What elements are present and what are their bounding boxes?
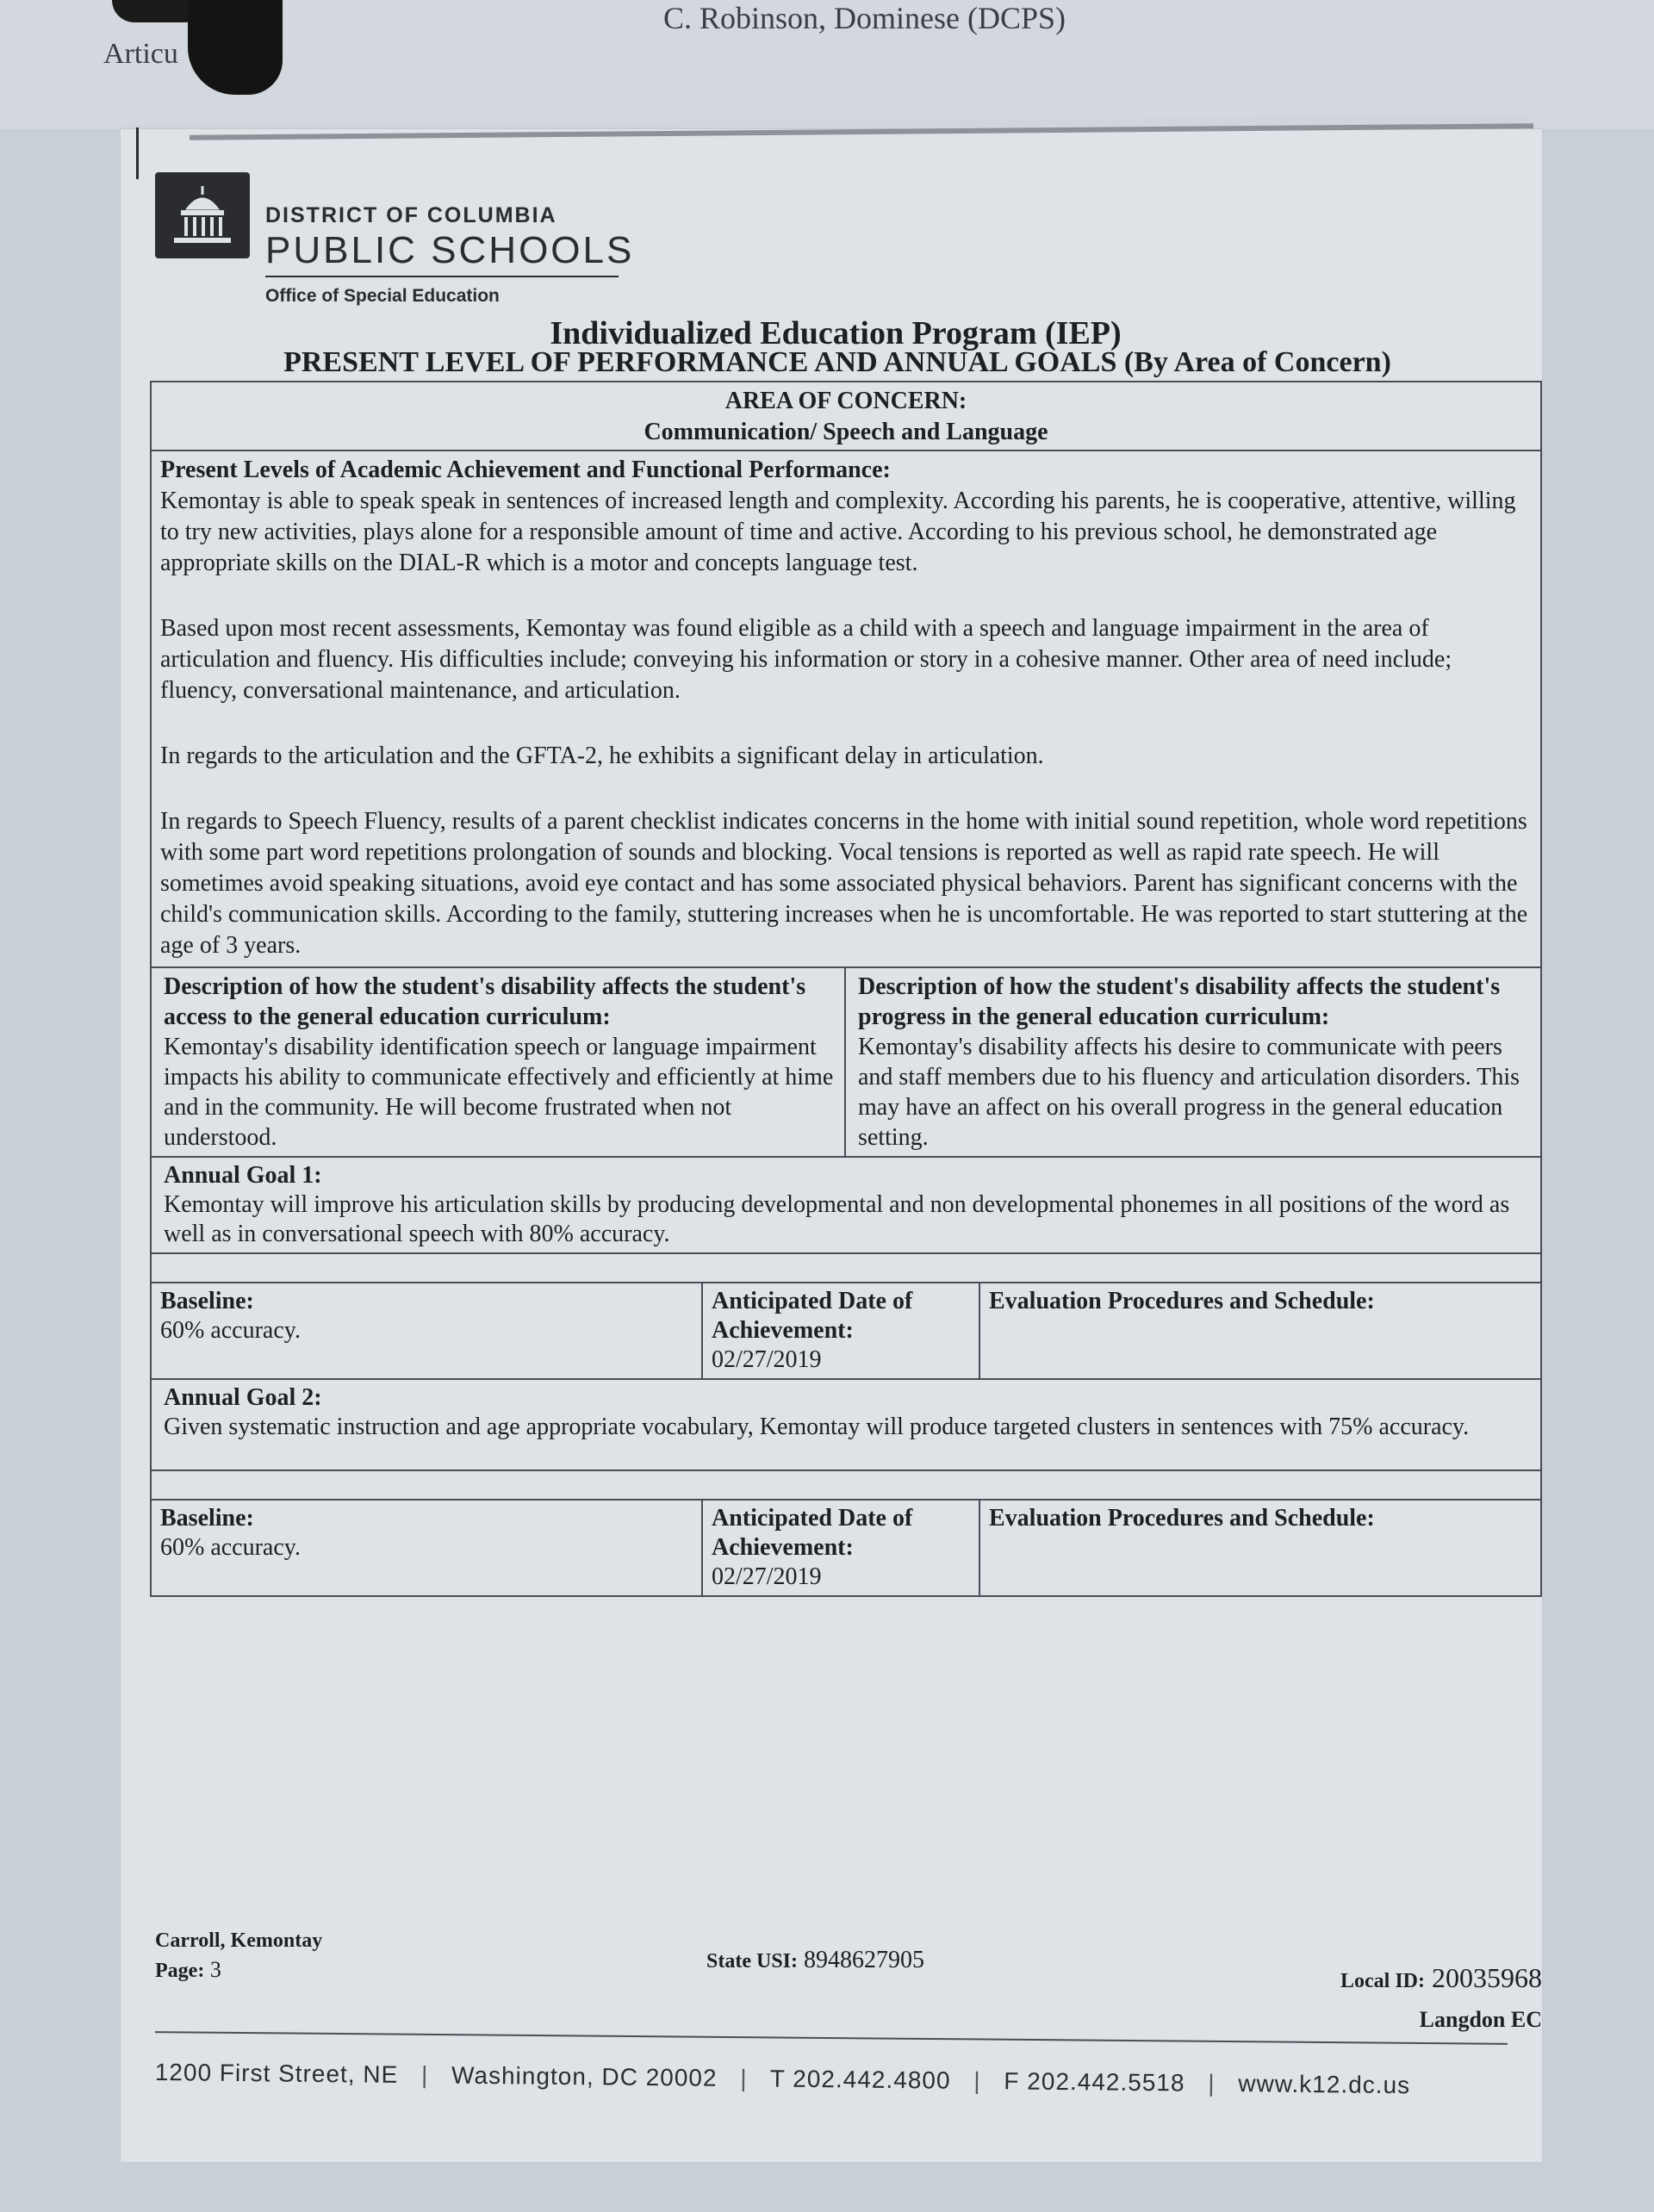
pen-mark (136, 127, 139, 179)
goal-2-details (152, 1501, 1540, 1595)
local-id-label: Local ID: (1340, 1970, 1425, 1992)
ink-blot (188, 0, 283, 95)
evaluation-label: Evaluation Procedures and Schedule: (989, 1288, 1375, 1314)
page-value: 3 (209, 1957, 221, 1982)
baseline-label: Baseline: (160, 1505, 254, 1532)
separator: | (740, 2065, 748, 2092)
goal-heading: Annual Goal 2: (164, 1384, 322, 1411)
baseline-cell (152, 1501, 703, 1595)
evaluation-cell (980, 1501, 1540, 1595)
page-label: Page: (155, 1960, 205, 1982)
footer-rule (155, 2031, 1508, 2045)
separator: | (1208, 2069, 1216, 2097)
website: www.k12.dc.us (1238, 2070, 1411, 2099)
logo-office: Office of Special Education (265, 286, 500, 306)
present-levels-paragraph: Based upon most recent assessments, Kemontay was found eligible as a child with a speech and language impairment in the area of articulation and fluency. His difficulties include; conveying his information or story in a cohesive manner. Other area of need include; fluency, conversational maintenance, and articulation. (160, 615, 1452, 704)
phone-number: T 202.442.4800 (769, 2065, 951, 2094)
present-levels-heading: Present Levels of Academic Achievement and Functional Performance: (160, 457, 891, 483)
present-levels-section (152, 451, 1540, 968)
iep-page (121, 129, 1542, 2162)
area-of-concern-value: Communication/ Speech and Language (644, 419, 1048, 445)
anticipated-date-cell (703, 1501, 980, 1595)
progress-text: Kemontay's disability affects his desire to communicate with peers and staff members due to his fluency and articulation disorders. This may have an affect on his overall progress in the general education setting. (858, 1034, 1520, 1151)
disability-impact-section (152, 968, 1540, 1158)
dcps-logo (155, 172, 672, 310)
annual-goal-2 (152, 1380, 1540, 1471)
goal-spacer (152, 1254, 1540, 1283)
anticipated-date-value: 02/27/2019 (712, 1563, 822, 1590)
page-number (155, 1957, 221, 1983)
capitol-icon (155, 172, 250, 258)
header-name: C. Robinson, Dominese (DCPS) (663, 1, 1066, 35)
usi-label: State USI: (706, 1950, 798, 1973)
anticipated-date-cell (703, 1283, 980, 1378)
area-of-concern (152, 382, 1540, 451)
progress-cell (846, 968, 1540, 1156)
baseline-value: 60% accuracy. (160, 1534, 301, 1561)
previous-page-strip (0, 0, 1654, 129)
fax-number: F 202.442.5518 (1004, 2067, 1185, 2097)
iep-form-table (150, 381, 1542, 1597)
access-text: Kemontay's disability identification speech or language impairment impacts his ability to communicate effectively and efficiently at hime and in the community. He will become frustrated when not understood. (164, 1034, 834, 1151)
separator: | (420, 2061, 429, 2089)
evaluation-label: Evaluation Procedures and Schedule: (989, 1505, 1375, 1532)
anticipated-date-label: Anticipated Date of Achievement: (712, 1505, 913, 1561)
anticipated-date-label: Anticipated Date of Achievement: (712, 1288, 913, 1344)
folder-tab-label: Articu (103, 38, 178, 70)
local-id (1340, 1962, 1542, 1994)
street-address: 1200 First Street, NE (154, 2059, 399, 2088)
usi-value: 8948627905 (804, 1947, 924, 1973)
baseline-cell (152, 1283, 703, 1378)
separator: | (973, 2066, 981, 2095)
logo-district: DISTRICT OF COLUMBIA (265, 203, 557, 227)
area-of-concern-label: AREA OF CONCERN: (724, 388, 967, 414)
present-levels-paragraph: In regards to the articulation and the GFTA-2, he exhibits a significant delay in articulation. (160, 743, 1044, 769)
access-cell (152, 968, 846, 1156)
goal-text: Given systematic instruction and age appropriate vocabulary, Kemontay will produce targeted clusters in sentences with 75% accuracy. (164, 1414, 1470, 1440)
logo-rule (265, 276, 619, 277)
document-title: Individualized Education Program (IEP) (550, 315, 1122, 351)
city-address: Washington, DC 20002 (451, 2061, 718, 2091)
goal-text: Kemontay will improve his articulation skills by producing developmental and non developmental phonemes in all positions of the word as well as in conversational speech with 80% accuracy. (164, 1191, 1510, 1247)
local-id-value: 20035968 (1432, 1962, 1542, 1993)
access-heading: Description of how the student's disability affects the student's access to the general education curriculum: (164, 973, 806, 1030)
annual-goal-1 (152, 1158, 1540, 1254)
school-name: Langdon EC (1419, 2007, 1542, 2032)
state-usi (706, 1947, 924, 1974)
logo-public-schools: PUBLIC SCHOOLS (265, 229, 635, 271)
present-levels-paragraph: Kemontay is able to speak speak in sentences of increased length and complexity. According his parents, he is cooperative, attentive, willing to try new activities, plays alone for a responsible amount of time and active. According to his previous school, he demonstrated age appropriate skills on the DIAL-R which is a motor and concepts language test. (160, 488, 1516, 576)
baseline-value: 60% accuracy. (160, 1317, 301, 1344)
baseline-label: Baseline: (160, 1288, 254, 1314)
goal-heading: Annual Goal 1: (164, 1162, 322, 1189)
anticipated-date-value: 02/27/2019 (712, 1346, 822, 1373)
document-subtitle: PRESENT LEVEL OF PERFORMANCE AND ANNUAL GOALS (By Area of Concern) (283, 346, 1391, 378)
goal-spacer (152, 1471, 1540, 1501)
present-levels-paragraph: In regards to Speech Fluency, results of a parent checklist indicates concerns in the home with initial sound repetition, whole word repetitions with some part word repetitions prolongation of sounds and blocking. Vocal tensions is reported as well as rapid rate speech. He will sometimes avoid speaking situations, avoid eye contact and has some associated physical behaviors. Parent has significant concerns with the child's communication skills. According to the family, stuttering increases when he is uncomfortable. He was reported to start stuttering at the age of 3 years. (160, 808, 1528, 959)
footer-address (155, 2059, 1551, 2101)
evaluation-cell (980, 1283, 1540, 1378)
student-name: Carroll, Kemontay (155, 1929, 323, 1952)
goal-1-details (152, 1283, 1540, 1380)
progress-heading: Description of how the student's disability affects the student's progress in the general education curriculum: (858, 973, 1501, 1030)
